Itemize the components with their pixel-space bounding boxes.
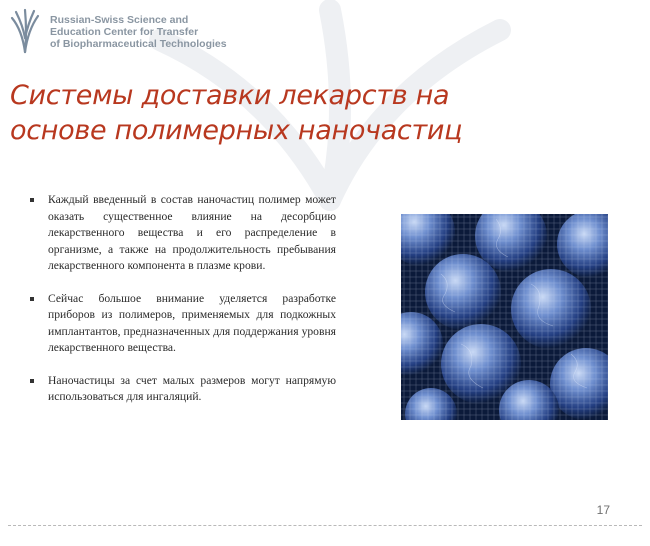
nanoparticles-micrograph (401, 214, 608, 420)
bullet-list (30, 192, 336, 406)
slide-title (10, 78, 570, 148)
logo-line-3: of Biopharmaceutical Technologies (50, 38, 227, 50)
bullet-item (30, 373, 336, 406)
slide-title-line-1: Системы доставки лекарств на (10, 80, 450, 111)
bullet-text: Наночастицы за счет малых размеров могут напрямую использоваться для ингаляций. (48, 373, 336, 403)
bullet-square-icon (30, 198, 34, 202)
bullet-text: Сейчас большое внимание уделяется разработке приборов из полимеров, применяемых для подкожных имплантантов, предназначенных для поддержания уровня лекарственного вещества. (48, 291, 336, 354)
bullet-item (30, 192, 336, 275)
bullet-item (30, 291, 336, 357)
bullet-square-icon (30, 379, 34, 383)
bullet-square-icon (30, 297, 34, 301)
slide-title-line-2: основе полимерных наночастиц (10, 115, 463, 146)
logo-line-2: Education Center for Transfer (50, 26, 199, 38)
page-number: 17 (596, 503, 610, 517)
header-logo (8, 8, 238, 56)
logo-text (50, 14, 240, 50)
bullet-text: Каждый введенный в состав наночастиц полимер может оказать существенное влияние на десорбцию лекарственного вещества и его распределение в организме, а также на продолжительность пребывания лекарственного компонента в плазме крови. (48, 193, 336, 272)
footer-divider (8, 525, 642, 526)
logo-line-1: Russian-Swiss Science and (50, 14, 189, 26)
logo-mark-icon (8, 8, 42, 56)
